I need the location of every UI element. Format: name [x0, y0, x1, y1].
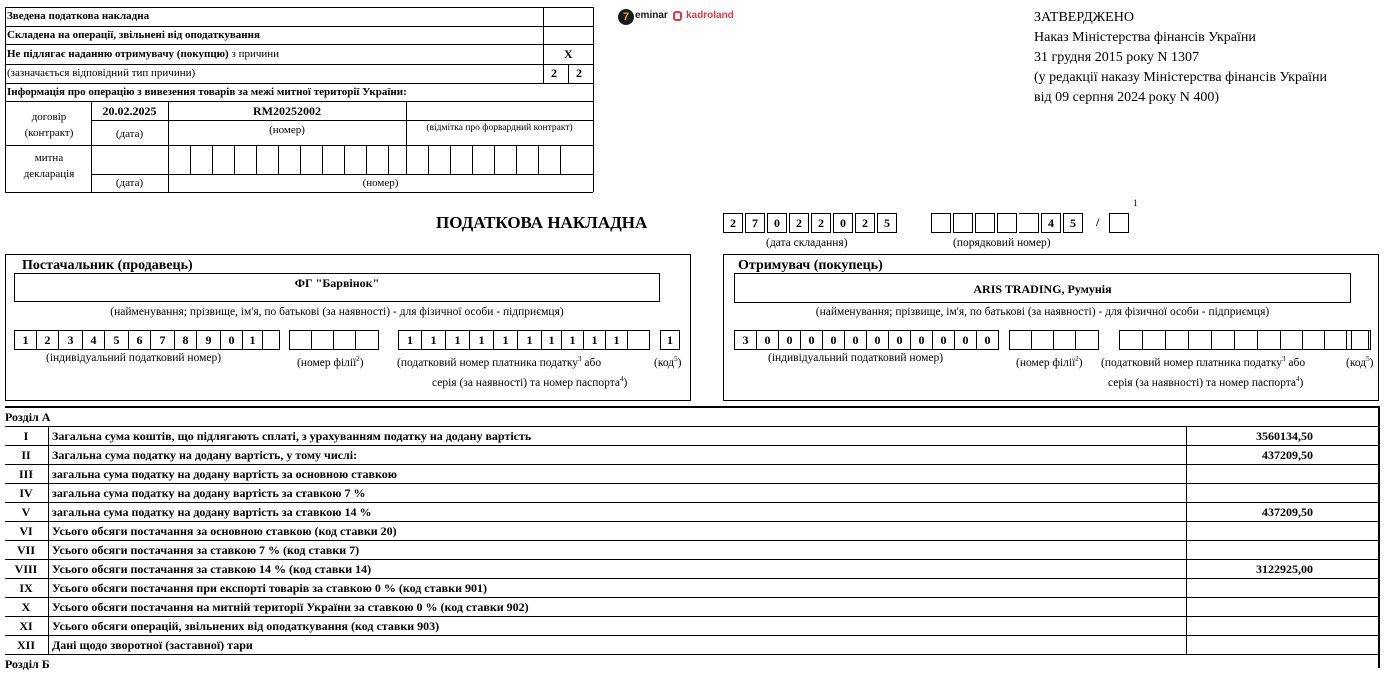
customs-number-caption: (номер) — [362, 177, 399, 189]
number-digit — [997, 213, 1017, 233]
forward-contract-caption: (відмітка про форвардний контракт) — [426, 123, 573, 133]
row-value: 3122925,00 — [1256, 562, 1313, 576]
supplier-code-caption: (код$^5$) — [654, 355, 682, 369]
section-a-row — [5, 483, 1379, 502]
date-digit: 0 — [833, 213, 853, 233]
supplier-branch-caption: (номер філії$^2$) — [297, 355, 364, 369]
buyer-taxpayer-cells — [1119, 330, 1369, 350]
date-digit: 7 — [745, 213, 765, 233]
invoice-suffix-cell — [1109, 213, 1129, 233]
supplier-name-field — [14, 273, 660, 302]
row-label: Усього обсяги постачання за ставкою 14 % (код ставки 14) — [52, 562, 372, 576]
row-number: XII — [16, 638, 35, 652]
supplier-name-caption: (найменування; прізвище, ім'я, по батькові (за наявності) - для фізичної особи - підприємця) — [110, 306, 564, 318]
row-number: VIII — [14, 562, 38, 576]
invoice-title: ПОДАТКОВА НАКЛАДНА — [436, 213, 648, 232]
supplier-ipn-digit: 3 — [59, 331, 83, 349]
supplier-taxpayer-digit-empty — [628, 331, 649, 349]
supplier-taxpayer-digit: 1 — [606, 331, 628, 349]
contract-date: 20.02.2025 — [102, 104, 157, 118]
buyer-ipn-digit: 0 — [823, 331, 845, 349]
section-a-top-border — [5, 406, 1379, 408]
supplier-ipn-digit: 9 — [197, 331, 221, 349]
buyer-title: Отримувач (покупець) — [738, 258, 883, 273]
date-digit: 0 — [767, 213, 787, 233]
section-a-row — [5, 559, 1379, 578]
buyer-code-cell — [1351, 330, 1371, 350]
buyer-ipn-digit: 0 — [779, 331, 801, 349]
buyer-ipn-cells — [734, 330, 999, 350]
row-label: загальна сума податку на додану вартість за ставкою 7 % — [52, 486, 366, 500]
approval-line-3: 31 грудня 2015 року N 1307 — [1034, 50, 1199, 65]
customs-declaration-label: митна декларація — [23, 152, 75, 180]
invoice-footnote-1: 1 — [1133, 198, 1138, 208]
row-label: Дані щодо зворотної (заставної) тари — [52, 638, 253, 652]
row-number: V — [21, 505, 31, 519]
contract-date-caption: (дата) — [115, 128, 144, 140]
supplier-title: Постачальник (продавець) — [22, 258, 193, 273]
reason-digit-2: 2 — [576, 66, 582, 80]
row-label: Усього обсяги постачання за основною ставкою (код ставки 20) — [52, 524, 397, 538]
reason-digit-1: 2 — [551, 66, 557, 80]
supplier-taxpayer-caption-2: серія (за наявності) та номер паспорта$^4$) — [432, 375, 628, 389]
section-b-title: Розділ Б — [5, 657, 50, 671]
approval-block — [1034, 8, 1327, 108]
row-number: X — [21, 600, 31, 614]
section-a-bottom-border — [5, 654, 1379, 655]
buyer-name: ARIS TRADING, Румунія — [973, 282, 1112, 296]
supplier-ipn-digit: 5 — [105, 331, 129, 349]
row-label: Усього обсяги постачання за ставкою 7 % (код ставки 7) — [52, 543, 360, 557]
export-info-label: Інформація про операцію з вивезення товарів за межі митної території України: — [7, 86, 407, 98]
supplier-branch-cells — [289, 330, 379, 350]
invoice-number-caption: (порядковий номер) — [953, 237, 1051, 249]
section-a-row — [5, 445, 1379, 464]
kadroland-logo-mark — [673, 11, 682, 21]
kadroland-logo-text: kadroland — [686, 10, 734, 21]
supplier-taxpayer-digit: 1 — [446, 331, 470, 349]
section-a-row — [5, 426, 1379, 445]
number-digit — [931, 213, 951, 233]
row-label: Загальна сума податку на додану вартість, у тому числі: — [52, 448, 358, 462]
supplier-taxpayer-digit: 1 — [422, 331, 446, 349]
invoice-date-caption: (дата складання) — [766, 237, 848, 249]
date-digit: 2 — [855, 213, 875, 233]
supplier-ipn-digit: 6 — [129, 331, 151, 349]
date-digit: 2 — [811, 213, 831, 233]
row-number: VII — [16, 543, 35, 557]
section-a-row — [5, 635, 1379, 654]
row-label: загальна сума податку на додану вартість за ставкою 14 % — [52, 505, 372, 519]
supplier-ipn-digit: 8 — [175, 331, 197, 349]
number-digit-empty — [1019, 213, 1039, 233]
buyer-ipn-digit: 0 — [933, 331, 955, 349]
date-digit: 2 — [723, 213, 743, 233]
number-digit: 5 — [1063, 213, 1083, 233]
supplier-taxpayer-caption-1: (податковий номер платника податку$^3$ або — [397, 355, 602, 369]
section-a-row — [5, 616, 1379, 635]
supplier-ipn-digit: 1 — [243, 331, 263, 349]
buyer-ipn-digit: 0 — [889, 331, 911, 349]
supplier-ipn-digit: 1 — [15, 331, 37, 349]
supplier-ipn-digit: 0 — [221, 331, 243, 349]
row-number: III — [18, 467, 33, 481]
supplier-taxpayer-digit: 1 — [584, 331, 606, 349]
supplier-ipn-digit-empty — [263, 331, 279, 349]
buyer-ipn-digit: 0 — [911, 331, 933, 349]
seminar-logo-text: eminar — [635, 10, 668, 21]
number-digit — [953, 213, 973, 233]
supplier-ipn-cells — [14, 330, 280, 350]
buyer-ipn-caption: (індивідуальний податковий номер) — [768, 352, 944, 364]
approval-line-5: від 09 серпня 2024 року N 400) — [1034, 90, 1220, 105]
buyer-ipn-digit: 0 — [867, 331, 889, 349]
supplier-taxpayer-digit: 1 — [494, 331, 518, 349]
date-digit: 2 — [789, 213, 809, 233]
section-a-row — [5, 597, 1379, 616]
buyer-branch-cells — [1009, 330, 1099, 350]
row-number: II — [21, 448, 31, 462]
buyer-ipn-digit: 0 — [801, 331, 823, 349]
buyer-branch-caption: (номер філії$^2$) — [1016, 355, 1083, 369]
buyer-name-caption: (найменування; прізвище, ім'я, по батькові (за наявності) - для фізичної особи - підприємця) — [815, 306, 1270, 318]
row-value: 437209,50 — [1262, 505, 1313, 519]
contract-number: RM20252002 — [253, 104, 321, 118]
row-value: 437209,50 — [1262, 448, 1313, 462]
row-number: IV — [19, 486, 33, 500]
buyer-taxpayer-caption-1: (податковий номер платника податку$^3$ або — [1101, 355, 1306, 369]
supplier-ipn-digit: 4 — [83, 331, 105, 349]
row-label: загальна сума податку на додану вартість за основною ставкою — [52, 467, 397, 481]
row-label: Усього обсяги операцій, звільнених від оподаткування (код ставки 903) — [52, 619, 440, 633]
section-a-row — [5, 578, 1379, 597]
consolidated-invoice-label: Зведена податкова накладна — [7, 10, 150, 22]
row-label: Загальна сума коштів, що підлягають сплаті, з урахуванням податку на додану вартість — [52, 429, 532, 443]
not-provided-label: Не підлягає наданню отримувачу (покупцю) з причини — [7, 48, 280, 60]
approval-line-2: Наказ Міністерства фінансів України — [1034, 30, 1256, 45]
customs-date-caption: (дата) — [115, 177, 144, 189]
buyer-ipn-digit: 3 — [735, 331, 757, 349]
supplier-taxpayer-digit: 1 — [542, 331, 562, 349]
reason-type-caption: (зазначається відповідний тип причини) — [7, 67, 196, 79]
supplier-ipn-digit: 2 — [37, 331, 59, 349]
section-a-title: Розділ А — [5, 410, 51, 424]
buyer-ipn-digit: 0 — [955, 331, 977, 349]
contract-number-caption: (номер) — [269, 124, 305, 136]
invoice-slash: / — [1096, 215, 1100, 229]
row-number: IX — [19, 581, 33, 595]
supplier-taxpayer-digit: 1 — [518, 331, 542, 349]
supplier-taxpayer-cells — [398, 330, 650, 350]
section-a-row — [5, 464, 1379, 483]
approval-line-4: (у редакції наказу Міністерства фінансів України — [1034, 70, 1328, 85]
row-number: XI — [19, 619, 33, 633]
supplier-taxpayer-digit: 1 — [399, 331, 422, 349]
supplier-ipn-caption: (індивідуальний податковий номер) — [46, 352, 222, 364]
section-a-row — [5, 521, 1379, 540]
row-number: I — [23, 429, 29, 443]
buyer-taxpayer-caption-2: серія (за наявності) та номер паспорта$^4$) — [1108, 375, 1304, 389]
section-a-row — [5, 502, 1379, 521]
supplier-name: ФГ "Барвінок" — [294, 276, 380, 290]
approval-line-1: ЗАТВЕРДЖЕНО — [1034, 10, 1134, 25]
section-a-row — [5, 540, 1379, 559]
row-number: VI — [19, 524, 33, 538]
buyer-ipn-digit: 0 — [757, 331, 779, 349]
date-digit: 5 — [877, 213, 897, 233]
not-provided-mark: X — [564, 47, 573, 61]
supplier-taxpayer-digit: 1 — [562, 331, 584, 349]
contract-label: договір (контракт) — [24, 111, 74, 139]
buyer-ipn-digit: 0 — [845, 331, 867, 349]
number-digit: 4 — [1041, 213, 1061, 233]
supplier-ipn-digit: 7 — [151, 331, 175, 349]
supplier-taxpayer-digit: 1 — [470, 331, 494, 349]
buyer-code-caption: (код$^5$) — [1346, 355, 1374, 369]
buyer-name-field — [734, 273, 1351, 303]
row-label: Усього обсяги постачання на митній території України за ставкою 0 % (код ставки 902) — [52, 600, 529, 614]
exempt-operations-label: Складена на операції, звільнені від оподаткування — [7, 29, 260, 41]
buyer-ipn-digit: 0 — [984, 333, 991, 347]
row-value: 3560134,50 — [1256, 429, 1313, 443]
number-digit — [975, 213, 995, 233]
supplier-code-digit: 1 — [660, 330, 680, 350]
row-label: Усього обсяги постачання при експорті товарів за ставкою 0 % (код ставки 901) — [52, 581, 487, 595]
seminar-logo-mark: 7 — [618, 9, 634, 25]
